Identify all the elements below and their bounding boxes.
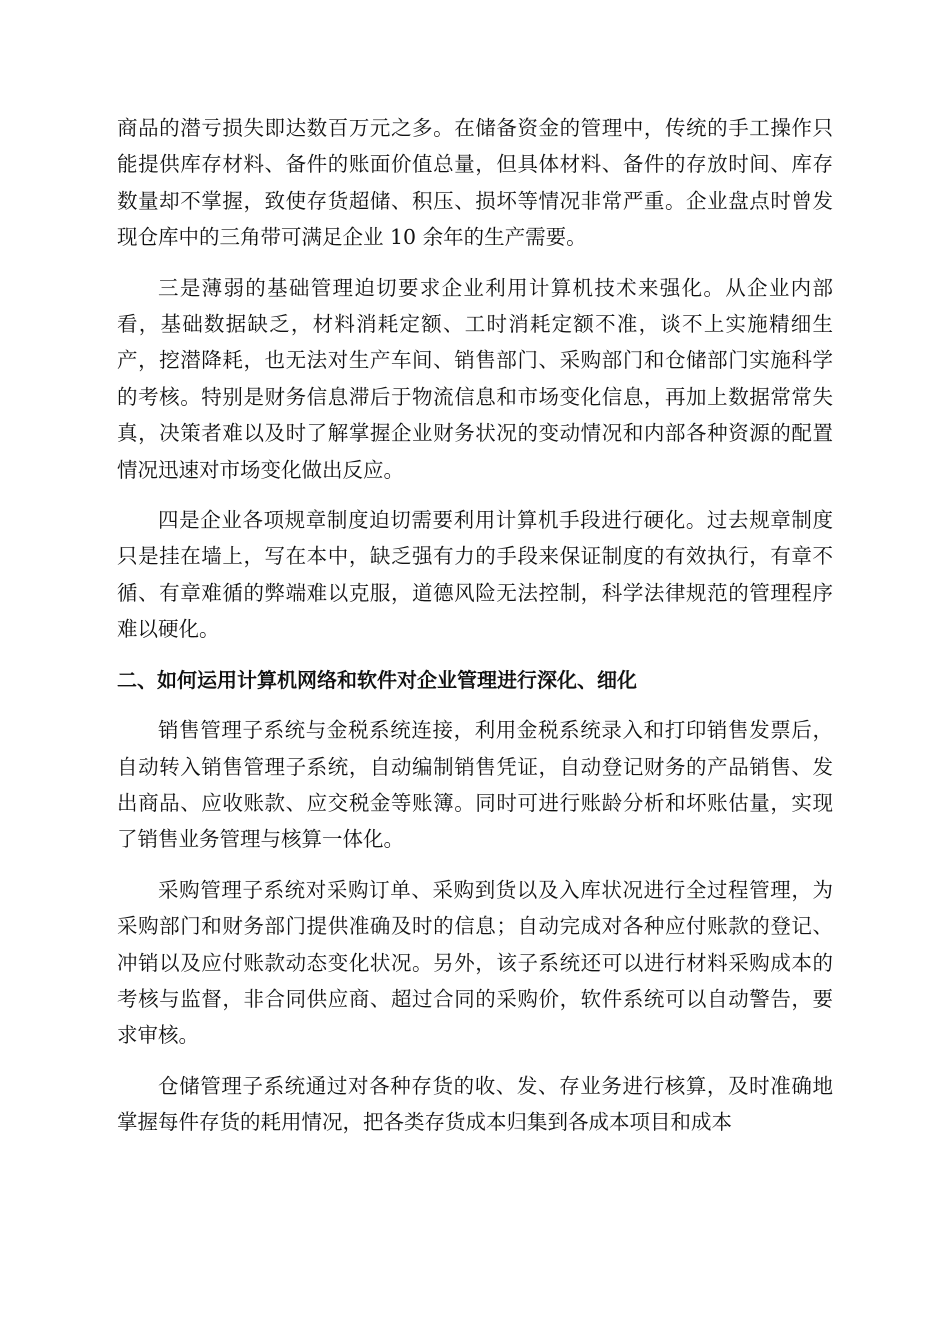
paragraph-basic-management: 三是薄弱的基础管理迫切要求企业利用计算机技术来强化。从企业内部看，基础数据缺乏，材料消耗定额、工时消耗定额不准，谈不上实施精细生产，挖潜降耗，也无法对生产车间、销售部门、采购部门和仓储部门实施科学的考核。特别是财务信息滞后于物流信息和市场变化信息，再加上数据常常失真，决策者难以及时了解掌握企业财务状况的变动情况和内部各种资源的配置情况迅速对市场变化做出反应。: [117, 275, 833, 482]
paragraph-sales-subsystem: 销售管理子系统与金税系统连接，利用金税系统录入和打印销售发票后，自动转入销售管理子系统，自动编制销售凭证，自动登记财务的产品销售、发出商品、应收账款、应交税金等账簿。同时可进行账龄分析和坏账估量，实现了销售业务管理与核算一体化。: [117, 718, 833, 852]
paragraph-purchase-subsystem: 采购管理子系统对采购订单、采购到货以及入库状况进行全过程管理，为采购部门和财务部门提供准确及时的信息；自动完成对各种应付账款的登记、冲销以及应付账款动态变化状况。另外，该子系统还可以进行材料采购成本的考核与监督，非合同供应商、超过合同的采购价，软件系统可以自动警告，要求审核。: [117, 877, 833, 1048]
paragraph-inventory-loss: 商品的潜亏损失即达数百万元之多。在储备资金的管理中，传统的手工操作只能提供库存材料、备件的账面价值总量，但具体材料、备件的存放时间、库存数量却不掌握，致使存货超储、积压、损坏等情况非常严重。企业盘点时曾发现仓库中的三角带可满足企业 10 余年的生产需要。: [117, 116, 833, 250]
paragraph-warehouse-subsystem: 仓储管理子系统通过对各种存货的收、发、存业务进行核算，及时准确地掌握每件存货的耗用情况，把各类存货成本归集到各成本项目和成本: [117, 1073, 833, 1135]
document-page: [117, 110, 833, 1155]
paragraph-rules-hardening: 四是企业各项规章制度迫切需要利用计算机手段进行硬化。过去规章制度只是挂在墙上，写在本中，缺乏强有力的手段来保证制度的有效执行，有章不循、有章难循的弊端难以克服，道德风险无法控制，科学法律规范的管理程序难以硬化。: [117, 508, 833, 642]
section-heading: 二、如何运用计算机网络和软件对企业管理进行深化、细化: [117, 667, 637, 692]
